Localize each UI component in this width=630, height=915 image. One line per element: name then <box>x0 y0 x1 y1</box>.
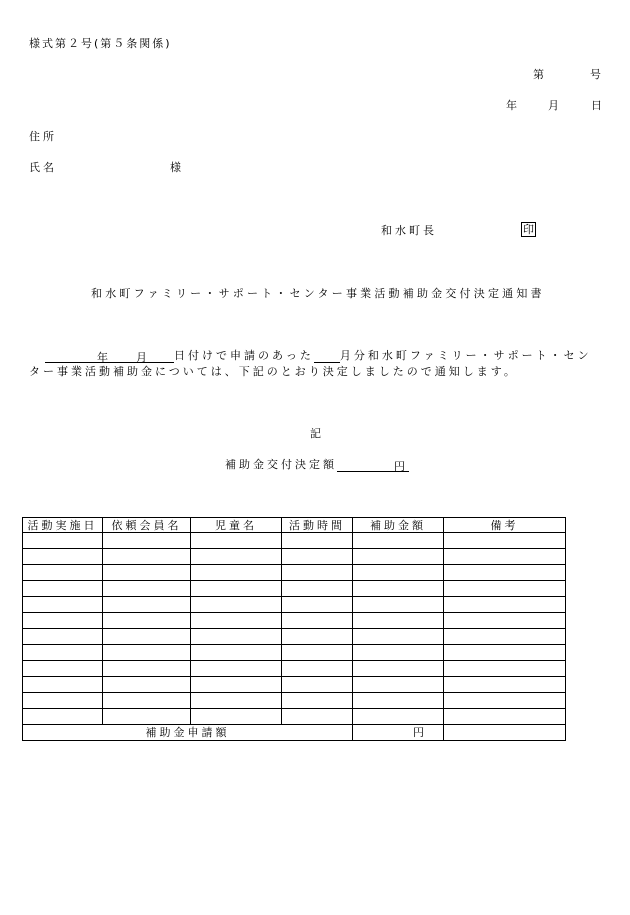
body-year: 年 <box>97 351 108 364</box>
table-cell[interactable] <box>23 645 103 661</box>
table-row <box>23 661 566 677</box>
table-cell[interactable] <box>282 613 353 629</box>
table-cell[interactable] <box>353 661 444 677</box>
table-row <box>23 645 566 661</box>
table-cell[interactable] <box>191 549 282 565</box>
table-cell[interactable] <box>103 613 191 629</box>
table-cell[interactable] <box>191 613 282 629</box>
table-row <box>23 629 566 645</box>
table-cell[interactable] <box>282 645 353 661</box>
table-row <box>23 709 566 725</box>
ki-heading: 記 <box>310 427 324 440</box>
table-cell[interactable] <box>103 565 191 581</box>
table-row <box>23 677 566 693</box>
footer-remarks-cell[interactable] <box>444 725 566 741</box>
doc-number-dai: 第 <box>533 68 547 81</box>
table-cell[interactable] <box>191 661 282 677</box>
table-cell[interactable] <box>191 533 282 549</box>
header-activity-time: 活動時間 <box>282 518 353 533</box>
blank-month[interactable] <box>108 349 136 363</box>
table-cell[interactable] <box>103 533 191 549</box>
header-activity-date: 活動実施日 <box>23 518 103 533</box>
table-cell[interactable] <box>103 661 191 677</box>
table-cell[interactable] <box>353 533 444 549</box>
table-cell[interactable] <box>444 565 566 581</box>
seal-mark <box>521 221 536 237</box>
table-cell[interactable] <box>103 709 191 725</box>
table-cell[interactable] <box>444 613 566 629</box>
table-cell[interactable] <box>444 693 566 709</box>
table-cell[interactable] <box>191 645 282 661</box>
date-year: 年 <box>506 99 520 112</box>
table-cell[interactable] <box>282 629 353 645</box>
issuer: 和水町長 <box>381 224 437 237</box>
body-line-1 <box>45 347 592 363</box>
table-cell[interactable] <box>23 581 103 597</box>
table-cell[interactable] <box>353 693 444 709</box>
table-cell[interactable] <box>103 549 191 565</box>
table-cell[interactable] <box>444 709 566 725</box>
table-cell[interactable] <box>444 581 566 597</box>
table-cell[interactable] <box>191 709 282 725</box>
table-row <box>23 613 566 629</box>
date-month: 月 <box>548 99 562 112</box>
table-footer-row <box>23 725 566 741</box>
table-cell[interactable] <box>353 597 444 613</box>
table-cell[interactable] <box>444 661 566 677</box>
table-row <box>23 549 566 565</box>
header-subsidy-amount: 補助金額 <box>353 518 444 533</box>
table-cell[interactable] <box>103 581 191 597</box>
table-cell[interactable] <box>353 581 444 597</box>
document-title: 和水町ファミリー・サポート・センター事業活動補助金交付決定通知書 <box>91 287 545 300</box>
table-cell[interactable] <box>444 629 566 645</box>
table-cell[interactable] <box>444 645 566 661</box>
table-cell[interactable] <box>282 709 353 725</box>
decision-unit: 円 <box>394 458 409 472</box>
table-cell[interactable] <box>282 693 353 709</box>
body-line-2: ター事業活動補助金については、下記のとおり決定しましたので通知します。 <box>29 365 518 378</box>
header-remarks: 備考 <box>444 518 566 533</box>
table-header-row <box>23 518 566 533</box>
table-cell[interactable] <box>103 597 191 613</box>
doc-number-go: 号 <box>590 68 604 81</box>
table-cell[interactable] <box>353 645 444 661</box>
table-cell[interactable] <box>23 677 103 693</box>
table-cell[interactable] <box>282 549 353 565</box>
table-cell[interactable] <box>191 693 282 709</box>
seal-text: 印 <box>523 223 534 236</box>
honorific: 様 <box>170 161 184 174</box>
table-cell[interactable] <box>191 629 282 645</box>
table-cell[interactable] <box>23 613 103 629</box>
activity-table <box>22 517 566 741</box>
decision-label: 補助金交付決定額 <box>225 458 337 471</box>
form-number: 様式第２号(第５条関係) <box>29 37 172 50</box>
address-label: 住所 <box>29 130 57 143</box>
table-cell[interactable] <box>353 565 444 581</box>
blank-target-month[interactable] <box>314 349 340 363</box>
decision-amount-blank[interactable] <box>337 458 394 472</box>
table-cell[interactable] <box>282 661 353 677</box>
table-cell[interactable] <box>353 549 444 565</box>
table-cell[interactable] <box>191 565 282 581</box>
table-row <box>23 565 566 581</box>
table-cell[interactable] <box>103 645 191 661</box>
table-cell[interactable] <box>353 629 444 645</box>
table-cell[interactable] <box>23 629 103 645</box>
table-cell[interactable] <box>282 677 353 693</box>
table-row <box>23 533 566 549</box>
table-row <box>23 597 566 613</box>
table-cell[interactable] <box>444 597 566 613</box>
table-cell[interactable] <box>353 613 444 629</box>
table-row <box>23 581 566 597</box>
table-cell[interactable] <box>353 677 444 693</box>
table-cell[interactable] <box>282 581 353 597</box>
header-requesting-member: 依頼会員名 <box>103 518 191 533</box>
table-cell[interactable] <box>23 709 103 725</box>
body-month: 月 <box>136 351 147 364</box>
table-cell[interactable] <box>444 549 566 565</box>
table-cell[interactable] <box>23 565 103 581</box>
table-cell[interactable] <box>103 629 191 645</box>
table-cell[interactable] <box>191 581 282 597</box>
footer-unit: 円 <box>353 725 444 741</box>
footer-label: 補助金申請額 <box>23 725 353 741</box>
table-cell[interactable] <box>282 565 353 581</box>
table-cell[interactable] <box>444 533 566 549</box>
table-cell[interactable] <box>103 693 191 709</box>
table-body <box>23 533 566 725</box>
body-month-phrase: 月分和水町ファミリー・サポート・セン <box>339 349 592 362</box>
table-cell[interactable] <box>444 677 566 693</box>
table-cell[interactable] <box>23 693 103 709</box>
table-cell[interactable] <box>282 533 353 549</box>
name-label: 氏名 <box>29 161 57 174</box>
date-day: 日 <box>591 99 605 112</box>
table-cell[interactable] <box>191 597 282 613</box>
table-cell[interactable] <box>23 661 103 677</box>
table-cell[interactable] <box>23 597 103 613</box>
table-cell[interactable] <box>23 549 103 565</box>
table-cell[interactable] <box>282 597 353 613</box>
header-child-name: 児童名 <box>191 518 282 533</box>
decision-amount <box>225 456 409 472</box>
blank-day[interactable] <box>147 349 174 363</box>
body-day-phrase: 日付けで申請のあった <box>174 349 314 362</box>
table-cell[interactable] <box>103 677 191 693</box>
table-cell[interactable] <box>23 533 103 549</box>
table-cell[interactable] <box>191 677 282 693</box>
blank-year[interactable] <box>45 349 97 363</box>
table-cell[interactable] <box>353 709 444 725</box>
table-row <box>23 693 566 709</box>
